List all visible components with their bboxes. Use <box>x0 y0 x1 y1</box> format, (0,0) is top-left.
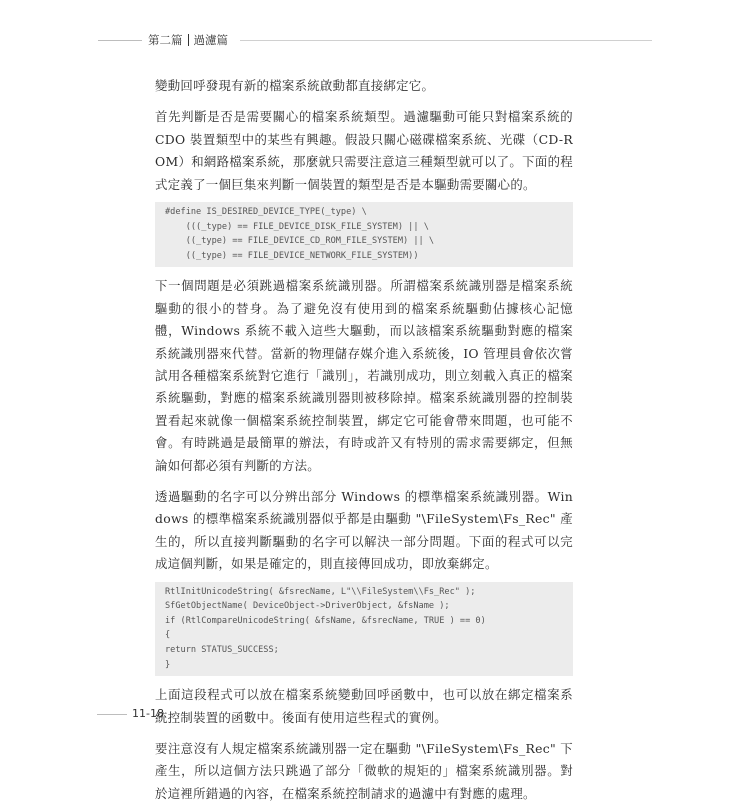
page-number: 11-18 <box>132 707 164 720</box>
paragraph-1: 變動回呼發現有新的檔案系統啟動都直接綁定它。 <box>155 78 435 93</box>
paragraph-3: 下一個問題是必須跳過檔案系統識別器。所謂檔案系統識別器是檔案系統驅動的很小的替身。為了避免沒有使用到的檔案系統驅動佔據核心記憶體，Windows 系統不載入這些大驅動，而以該檔案系統驅動對應的檔案系統識別器來代替。當新的物理儲存媒介進入系統後，IO 管理員會依次嘗試用各種檔案系統對它進行「識別」，若識別成功，則立刻載入真正的檔案系統驅動，對應的檔案系統識別器則被移除掉。檔案系統識別器的控制裝置看起來就像一個檔案系統控制裝置，綁定它可能會帶來問題，也可能不會。有時跳過是最簡單的辦法，有時或許又有特別的需求需要綁定，但無論如何都必須有判斷的方法。 <box>155 278 573 473</box>
header-rule-left <box>98 40 142 41</box>
code-line: return STATUS_SUCCESS; <box>165 645 279 656</box>
code-block-fsrec <box>155 582 573 677</box>
code-line: SfGetObjectName( DeviceObject->DriverObject, &fsName ); <box>165 601 450 612</box>
code-line: #define IS_DESIRED_DEVICE_TYPE(_type) \ <box>165 207 367 218</box>
code-line: (((_type) == FILE_DEVICE_DISK_FILE_SYSTEM) || \ <box>165 221 429 232</box>
code-line: ((_type) == FILE_DEVICE_NETWORK_FILE_SYSTEM)) <box>165 250 419 261</box>
code-line: } <box>165 659 171 670</box>
footer-rule <box>97 714 127 715</box>
running-header <box>0 33 750 47</box>
code-line: ((_type) == FILE_DEVICE_CD_ROM_FILE_SYSTEM) || \ <box>165 236 435 247</box>
code-line: RtlInitUnicodeString( &fsrecName, L"\\FileSystem\\Fs_Rec" ); <box>165 586 476 597</box>
code-block-macro <box>155 202 573 267</box>
header-chapter: 過濾篇 <box>193 33 228 47</box>
paragraph-4: 透過驅動的名字可以分辨出部分 Windows 的標準檔案系統識別器。Windows 的標準檔案系統識別器似乎都是由驅動 "\FileSystem\Fs_Rec" 產生的，所以直接判斷驅動的名字可以解決一部分問題。下面的程式可以完成這個判斷，如果是確定的，則直接傳回成功，即放棄綁定。 <box>155 489 573 572</box>
header-separator <box>188 34 189 46</box>
page-body <box>155 75 573 805</box>
code-line: if (RtlCompareUnicodeString( &fsName, &fsrecName, TRUE ) == 0) <box>165 615 486 626</box>
header-label <box>148 33 228 47</box>
header-part: 第二篇 <box>148 33 183 47</box>
code-line: { <box>165 630 171 641</box>
page-footer <box>0 707 750 721</box>
header-rule-right <box>240 40 652 41</box>
paragraph-5: 上面這段程式可以放在檔案系統變動回呼函數中，也可以放在綁定檔案系統控制裝置的函數中。後面有使用這些程式的實例。 <box>155 687 573 725</box>
paragraph-2: 首先判斷是否是需要關心的檔案系統類型。過濾驅動可能只對檔案系統的 CDO 裝置類型中的某些有興趣。假設只關心磁碟檔案系統、光碟（CD-ROM）和網路檔案系統，那麼就只需要注意這三種類型就可以了。下面的程式定義了一個巨集來判斷一個裝置的類型是否是本驅動需要關心的。 <box>155 109 573 192</box>
paragraph-6: 要注意沒有人規定檔案系統識別器一定在驅動 "\FileSystem\Fs_Rec" 下產生，所以這個方法只跳過了部分「微軟的規矩的」檔案系統識別器。對於這裡所錯過的內容，在檔案系統控制請求的過濾中有對應的處理。 <box>155 741 573 801</box>
